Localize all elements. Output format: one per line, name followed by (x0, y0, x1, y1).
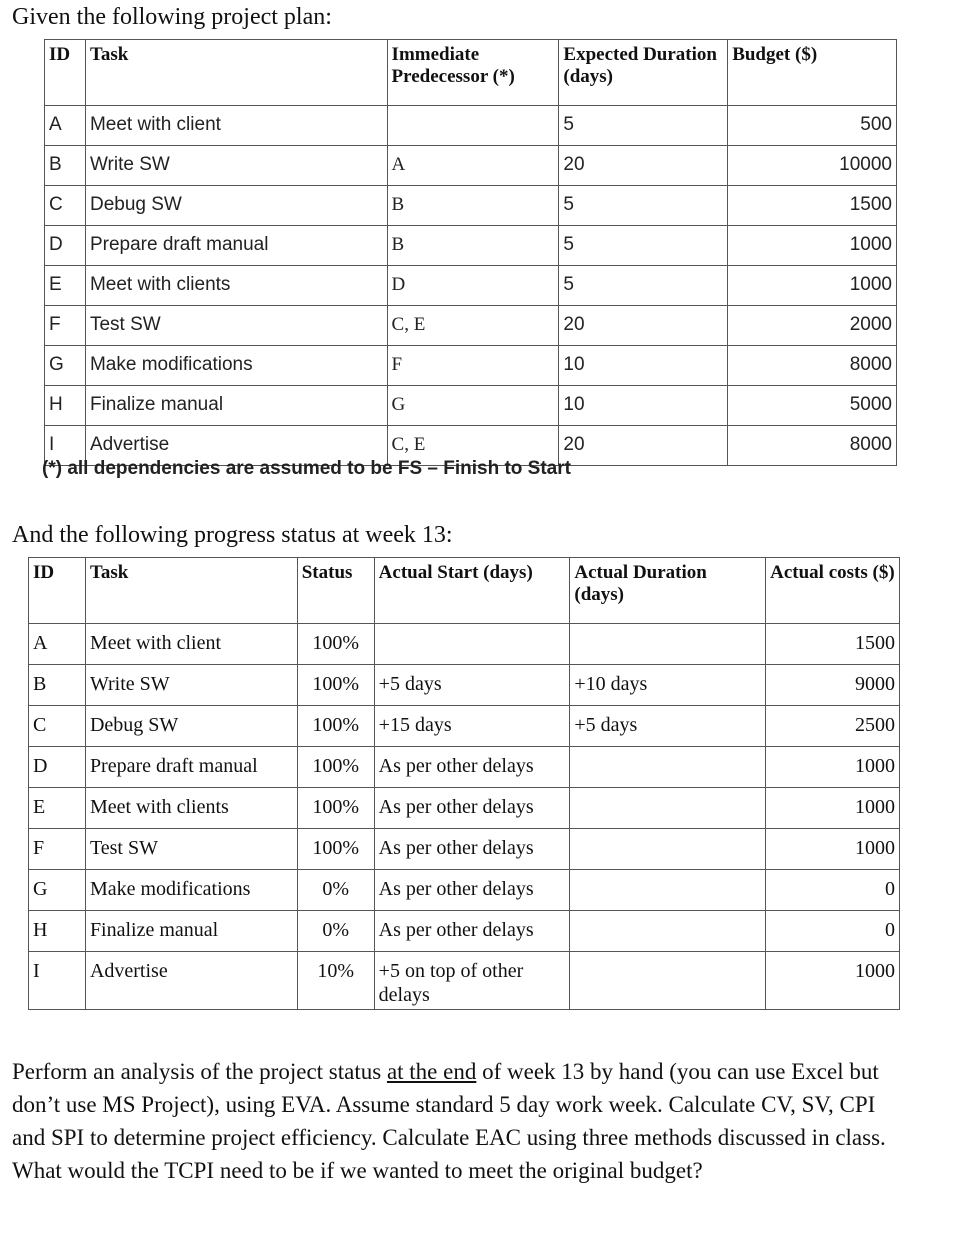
plan-row (45, 106, 897, 146)
status-cell-actual-start (374, 624, 570, 665)
plan-cell-task: Meet with clients (85, 266, 387, 306)
plan-header-task: Task (85, 40, 387, 106)
plan-header-id: ID (45, 40, 86, 106)
plan-cell-task: Debug SW (85, 186, 387, 226)
plan-cell-duration: 5 (559, 266, 728, 306)
project-plan-table (44, 39, 897, 466)
plan-cell-predecessor: D (387, 266, 559, 306)
status-header-actual-start: Actual Start (days) (374, 558, 570, 624)
status-cell-actual-cost: 2500 (766, 706, 900, 747)
status-cell-actual-duration (570, 911, 766, 952)
status-row (29, 788, 900, 829)
status-row (29, 829, 900, 870)
plan-header-duration: Expected Duration (days) (559, 40, 728, 106)
status-cell-task: Advertise (85, 952, 297, 1010)
plan-cell-budget: 500 (728, 106, 897, 146)
plan-cell-duration: 5 (559, 106, 728, 146)
status-cell-actual-duration: +10 days (570, 665, 766, 706)
question-part-2: of week 13 by hand (you can use Excel but don’t use MS Project), using EVA. Assume standard 5 day work week. Calculate CV, SV, CPI and SPI to determine project efficiency. Calculate EAC using three methods discussed in class. What would the TCPI need to be if we wanted to meet the original budget? (12, 1059, 886, 1183)
status-cell-actual-duration (570, 747, 766, 788)
status-cell-actual-duration (570, 624, 766, 665)
plan-row (45, 266, 897, 306)
status-cell-actual-start: As per other delays (374, 788, 570, 829)
status-cell-status: 100% (297, 624, 374, 665)
plan-cell-predecessor: A (387, 146, 559, 186)
plan-row (45, 346, 897, 386)
plan-header-predecessor: Immediate Predecessor (*) (387, 40, 559, 106)
status-cell-actual-cost: 0 (766, 911, 900, 952)
plan-row (45, 386, 897, 426)
status-cell-task: Debug SW (85, 706, 297, 747)
plan-cell-budget: 2000 (728, 306, 897, 346)
status-cell-id: A (29, 624, 86, 665)
plan-row (45, 306, 897, 346)
plan-cell-budget: 8000 (728, 346, 897, 386)
status-header-id: ID (29, 558, 86, 624)
status-cell-actual-start: +15 days (374, 706, 570, 747)
question-underlined: at the end (386, 1059, 477, 1084)
status-cell-actual-cost: 1000 (766, 829, 900, 870)
plan-cell-predecessor: B (387, 226, 559, 266)
plan-cell-budget: 1500 (728, 186, 897, 226)
plan-cell-duration: 5 (559, 186, 728, 226)
status-cell-status: 100% (297, 706, 374, 747)
status-cell-id: I (29, 952, 86, 1010)
plan-footnote: (*) all dependencies are assumed to be FS – Finish to Start (42, 458, 571, 479)
status-cell-status: 0% (297, 911, 374, 952)
status-cell-status: 100% (297, 788, 374, 829)
status-cell-actual-duration: +5 days (570, 706, 766, 747)
plan-cell-id: B (45, 146, 86, 186)
status-cell-actual-start: As per other delays (374, 747, 570, 788)
plan-cell-duration: 20 (559, 426, 728, 466)
status-row (29, 706, 900, 747)
status-cell-task: Test SW (85, 829, 297, 870)
status-cell-task: Make modifications (85, 870, 297, 911)
status-cell-actual-duration (570, 829, 766, 870)
plan-cell-budget: 1000 (728, 266, 897, 306)
status-cell-id: G (29, 870, 86, 911)
question-part-1: Perform an analysis of the project status (12, 1059, 387, 1084)
status-cell-task: Prepare draft manual (85, 747, 297, 788)
status-header-task: Task (85, 558, 297, 624)
status-cell-id: B (29, 665, 86, 706)
status-row (29, 952, 900, 1010)
plan-cell-duration: 20 (559, 146, 728, 186)
status-cell-task: Meet with client (85, 624, 297, 665)
status-header-row (29, 558, 900, 624)
status-cell-id: C (29, 706, 86, 747)
plan-cell-budget: 10000 (728, 146, 897, 186)
plan-cell-predecessor: F (387, 346, 559, 386)
status-cell-status: 0% (297, 870, 374, 911)
plan-cell-task: Make modifications (85, 346, 387, 386)
plan-cell-id: G (45, 346, 86, 386)
plan-cell-task: Test SW (85, 306, 387, 346)
plan-cell-predecessor: B (387, 186, 559, 226)
plan-cell-id: A (45, 106, 86, 146)
status-cell-status: 100% (297, 665, 374, 706)
plan-cell-duration: 20 (559, 306, 728, 346)
plan-cell-id: I (45, 426, 86, 466)
plan-cell-id: H (45, 386, 86, 426)
plan-row (45, 226, 897, 266)
plan-cell-duration: 5 (559, 226, 728, 266)
plan-row (45, 186, 897, 226)
plan-cell-task: Advertise (85, 426, 387, 466)
progress-status-table (28, 557, 900, 1010)
status-cell-id: F (29, 829, 86, 870)
plan-cell-predecessor: C, E (387, 426, 559, 466)
status-row (29, 747, 900, 788)
status-cell-actual-duration (570, 870, 766, 911)
plan-cell-id: E (45, 266, 86, 306)
status-cell-task: Finalize manual (85, 911, 297, 952)
status-cell-task: Write SW (85, 665, 297, 706)
status-cell-actual-start: +5 days (374, 665, 570, 706)
plan-row (45, 146, 897, 186)
status-cell-actual-duration (570, 788, 766, 829)
status-cell-actual-start: As per other delays (374, 829, 570, 870)
intro-text: Given the following project plan: (12, 4, 332, 30)
plan-cell-id: C (45, 186, 86, 226)
plan-cell-budget: 5000 (728, 386, 897, 426)
status-cell-actual-cost: 0 (766, 870, 900, 911)
plan-cell-predecessor (387, 106, 559, 146)
status-cell-status: 100% (297, 747, 374, 788)
plan-cell-id: D (45, 226, 86, 266)
status-row (29, 665, 900, 706)
plan-header-row (45, 40, 897, 106)
plan-cell-duration: 10 (559, 346, 728, 386)
plan-cell-budget: 8000 (728, 426, 897, 466)
question-text (12, 1055, 912, 1187)
plan-cell-task: Prepare draft manual (85, 226, 387, 266)
plan-header-budget: Budget ($) (728, 40, 897, 106)
status-header-status: Status (297, 558, 374, 624)
plan-cell-task: Finalize manual (85, 386, 387, 426)
status-cell-actual-cost: 1000 (766, 788, 900, 829)
status-cell-actual-duration (570, 952, 766, 1010)
status-cell-status: 100% (297, 829, 374, 870)
status-header-actual-costs: Actual costs ($) (766, 558, 900, 624)
plan-cell-budget: 1000 (728, 226, 897, 266)
status-cell-id: E (29, 788, 86, 829)
status-cell-actual-cost: 1000 (766, 747, 900, 788)
status-intro-text: And the following progress status at week 13: (12, 522, 453, 548)
status-cell-actual-cost: 1000 (766, 952, 900, 1010)
status-cell-task: Meet with clients (85, 788, 297, 829)
status-cell-actual-start: As per other delays (374, 870, 570, 911)
status-cell-actual-cost: 9000 (766, 665, 900, 706)
status-cell-actual-start: +5 on top of other delays (374, 952, 570, 1010)
status-header-actual-duration: Actual Duration (days) (570, 558, 766, 624)
plan-cell-id: F (45, 306, 86, 346)
status-row (29, 870, 900, 911)
plan-cell-predecessor: G (387, 386, 559, 426)
status-cell-actual-start: As per other delays (374, 911, 570, 952)
status-cell-status: 10% (297, 952, 374, 1010)
plan-cell-predecessor: C, E (387, 306, 559, 346)
status-cell-id: H (29, 911, 86, 952)
status-row (29, 624, 900, 665)
plan-cell-task: Write SW (85, 146, 387, 186)
status-cell-id: D (29, 747, 86, 788)
status-cell-actual-cost: 1500 (766, 624, 900, 665)
plan-cell-task: Meet with client (85, 106, 387, 146)
status-row (29, 911, 900, 952)
plan-cell-duration: 10 (559, 386, 728, 426)
